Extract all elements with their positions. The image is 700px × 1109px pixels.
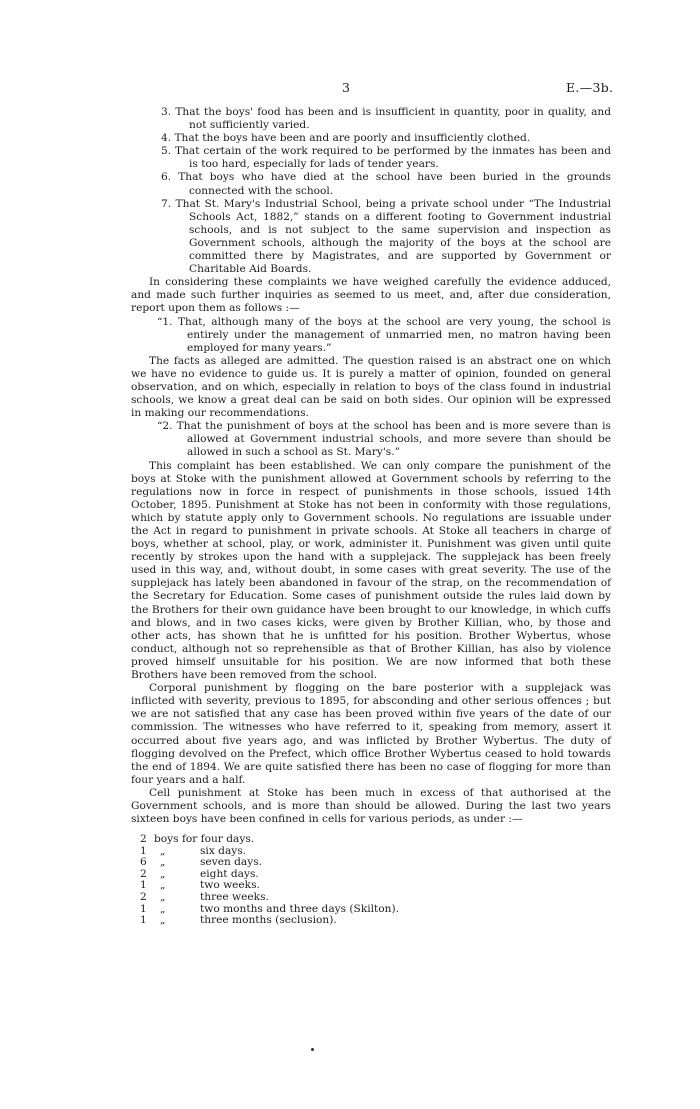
- report-body: [131, 106, 611, 826]
- ditto-mark: „: [160, 914, 166, 927]
- established-paragraph: This complaint has been established. We can only compare the punishment of the boys at Stoke with the punishment allowed at Government schools by referring to the regulations now in force in respect of punishments in those schools, issued 14th October, 1895. Punishment at Stoke has not been in conformity with those regulations, which by statute apply only to Government schools. No regulations are issuable under the Act in regard to punishment in private schools. At Stoke all teachers in charge of boys, whether at school, play, or work, administer it. Punishment was given until quite recently by strokes upon the hand with a supplejack. The supplejack has been freely used in this way, and, without doubt, in some cases with great severity. The use of the supplejack has lately been abandoned in favour of the strap, on the recommendation of the Secretary for Education. Some cases of punishment outside the rules laid down by the Brothers for their own guidance have been brought to our knowledge, in which cuffs and blows, and in two cases kicks, were given by Brother Killian, who, by those and other acts, has shown that he is unfitted for his position. Brother Wybertus, whose conduct, although not so reprehensible as that of Brother Killian, has also by violence proved himself unsuitable for his position. We are now informed that both these Brothers have been removed from the school.: [131, 459, 611, 682]
- cell-period: two weeks.: [200, 879, 260, 892]
- ink-speck: [311, 1048, 314, 1051]
- cell-count: 1: [140, 914, 147, 927]
- list-item: [140, 880, 399, 892]
- cell-period: seven days.: [200, 856, 263, 869]
- cell-count: 2: [140, 890, 147, 903]
- complaint-7: 7. That St. Mary's Industrial School, being a private school under “The Industrial Schools Act, 1882,” stands on a different footing to Government industrial schools, and is not subject to the same supervision and inspection as Government schools, although the majority of the boys at the school are committed there by Magistrates, and are supported by Government or Charitable Aid Boards.: [161, 197, 611, 276]
- document-reference: E.—3b.: [566, 80, 614, 95]
- cell-period: three months (seclusion).: [200, 914, 337, 927]
- cell-count: 6: [140, 856, 147, 869]
- considering-paragraph: In considering these complaints we have weighed carefully the evidence adduced, and made such further inquiries as seemed to us meet, and, after due consideration, report upon them as follows :—: [131, 276, 611, 315]
- cell-count: 2: [140, 833, 147, 845]
- cell-period: three weeks.: [200, 890, 269, 903]
- ditto-mark: „: [160, 890, 166, 903]
- cell-period: six days.: [200, 844, 247, 857]
- cell-period: boys for four days.: [154, 833, 255, 845]
- list-item: [140, 846, 399, 858]
- complaint-4: 4. That the boys have been and are poorly and insufficiently clothed.: [161, 132, 531, 145]
- ditto-mark: „: [160, 844, 166, 857]
- ditto-mark: „: [160, 879, 166, 892]
- cell-period: two months and three days (Skilton).: [200, 902, 399, 915]
- quoted-complaint-2: “2. That the punishment of boys at the school has been and is more severe than is allowed at Government industrial schools, and more severe than should be allowed in such a school as St. Mary's.”: [157, 420, 611, 459]
- complaint-6: 6. That boys who have died at the school have been buried in the grounds connected with the school.: [161, 171, 611, 197]
- list-item: [140, 915, 399, 927]
- cell-count: 2: [140, 867, 147, 880]
- cell-count: 1: [140, 844, 147, 857]
- ditto-mark: „: [160, 856, 166, 869]
- list-item: [140, 834, 399, 846]
- page-number: 3: [342, 80, 351, 95]
- cell-count: 1: [140, 879, 147, 892]
- quoted-complaint-1: “1. That, although many of the boys at the school are very young, the school is entirely under the management of unmarried men, no matron having been employed for many years.”: [157, 315, 611, 354]
- cell-punishment-paragraph: Cell punishment at Stoke has been much in excess of that authorised at the Government schools, and is more than should be allowed. During the last two years sixteen boys have been confined in cells for various periods, as under :—: [131, 786, 611, 826]
- ditto-mark: „: [160, 867, 166, 880]
- corporal-punishment-paragraph: Corporal punishment by flogging on the bare posterior with a supplejack was inflicted with severity, previous to 1895, for absconding and other serious offences ; but we are not satisfied that any case has been proved within five years of the date of our commission. The witnesses who have referred to it, speaking from memory, assert it occurred about five years ago, and was inflicted by Brother Wybertus. The duty of flogging devolved on the Prefect, which office Brother Wybertus ceased to hold towards the end of 1894. We are quite satisfied there has been no case of flogging for more than four years and a half.: [131, 682, 611, 786]
- cell-count: 1: [140, 902, 147, 915]
- ditto-mark: „: [160, 902, 166, 915]
- list-item: [140, 857, 399, 869]
- cell-punishment-list: [140, 834, 399, 927]
- facts-paragraph: The facts as alleged are admitted. The question raised is an abstract one on which we have no evidence to guide us. It is purely a matter of opinion, founded on general observation, and on which, especially in relation to boys of the class found in industrial schools, we know a great deal can be said on both sides. Our opinion will be expressed in making our recommendations.: [131, 354, 611, 420]
- cell-period: eight days.: [200, 867, 259, 880]
- list-item: [140, 869, 399, 881]
- complaint-3: 3. That the boys' food has been and is insufficient in quantity, poor in quality, and not sufficiently varied.: [161, 106, 611, 132]
- complaint-5: 5. That certain of the work required to be performed by the inmates has been and is too hard, especially for lads of tender years.: [161, 145, 611, 171]
